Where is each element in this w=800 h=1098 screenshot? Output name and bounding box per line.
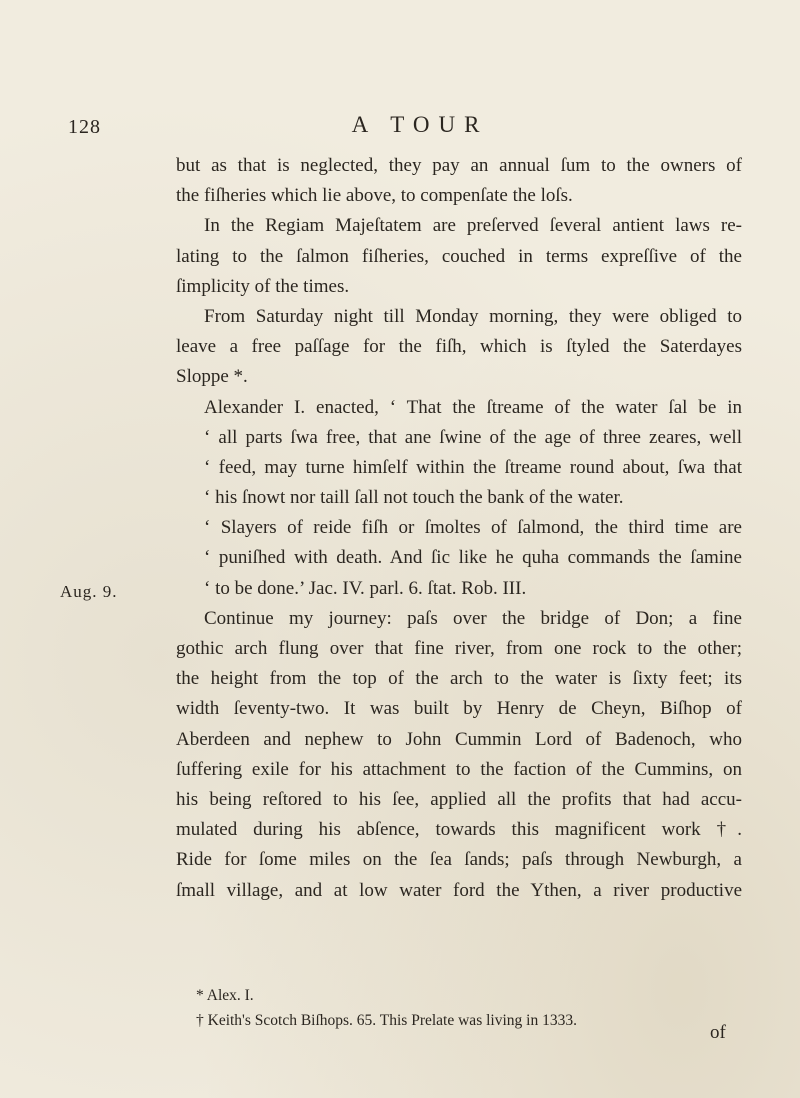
text-line: lating to the ſalmon fiſheries, couched in terms expreſſive of the — [176, 245, 742, 267]
text-line: From Saturday night till Monday morning, they were obliged to — [204, 305, 742, 327]
text-line: ‘ puniſhed with death. And ſic like he quha commands the ſamine — [204, 547, 742, 569]
text-line: Aberdeen and nephew to John Cummin Lord of Badenoch, who — [176, 728, 742, 750]
text-line: gothic arch flung over that fine river, from one rock to the other; — [176, 638, 742, 659]
text-line: In the Regiam Majeſtatem are preſerved ſeveral antient laws re- — [204, 215, 742, 237]
body-text — [176, 151, 742, 906]
text-line: ‘ feed, may turne himſelf within the ſtreame round about, ſwa that — [204, 456, 742, 478]
text-line: ‘ all parts ſwa free, that ane ſwine of the age of three zeares, well — [204, 426, 742, 448]
margin-date-note: Aug. 9. — [60, 582, 118, 601]
page-header — [0, 112, 800, 142]
text-line: ‘ Slayers of reide fiſh or ſmoltes of ſalmond, the third time are — [204, 517, 742, 539]
text-line: ‘ to be done.’ Jac. IV. parl. 6. ſtat. Rob. III. — [204, 577, 527, 599]
footnote: † Keith's Scotch Biſhops. 65. This Prelate was living in 1333. — [196, 1012, 577, 1029]
text-line: ſmall village, and at low water ford the Ythen, a river productive — [176, 879, 742, 901]
text-line: ‘ his ſnowt nor taill ſall not touch the bank of the water. — [204, 487, 624, 509]
text-line: width ſeventy-two. It was built by Henry de Cheyn, Biſhop of — [176, 698, 742, 720]
running-title: A TOUR — [351, 112, 489, 137]
text-line: Sloppe *. — [176, 366, 248, 388]
text-line: leave a free paſſage for the fiſh, which is ſtyled the Saterdayes — [176, 336, 742, 358]
catchword: of — [710, 1022, 726, 1043]
text-line: the fiſheries which lie above, to compenſate the loſs. — [176, 185, 573, 207]
text-line: but as that is neglected, they pay an annual ſum to the owners of — [176, 155, 742, 176]
text-line: the height from the top of the arch to the water is ſixty feet; its — [176, 668, 742, 690]
text-line: Ride for ſome miles on the ſea ſands; paſs through Newburgh, a — [176, 849, 742, 871]
footnote: * Alex. I. — [196, 987, 254, 1004]
text-line: his being reſtored to his ſee, applied all the profits that had accu- — [176, 788, 742, 810]
text-line: ſimplicity of the times. — [176, 275, 350, 297]
text-line: Continue my journey: paſs over the bridge of Don; a fine — [204, 607, 742, 629]
text-line: mulated during his abſence, towards this magnificent work †. — [176, 819, 742, 841]
page-number: 128 — [68, 116, 101, 138]
text-line: ſuffering exile for his attachment to the faction of the Cummins, on — [176, 758, 742, 780]
footnotes — [196, 983, 756, 1033]
text-line: Alexander I. enacted, ‘ That the ſtreame of the water ſal be in — [204, 396, 742, 418]
